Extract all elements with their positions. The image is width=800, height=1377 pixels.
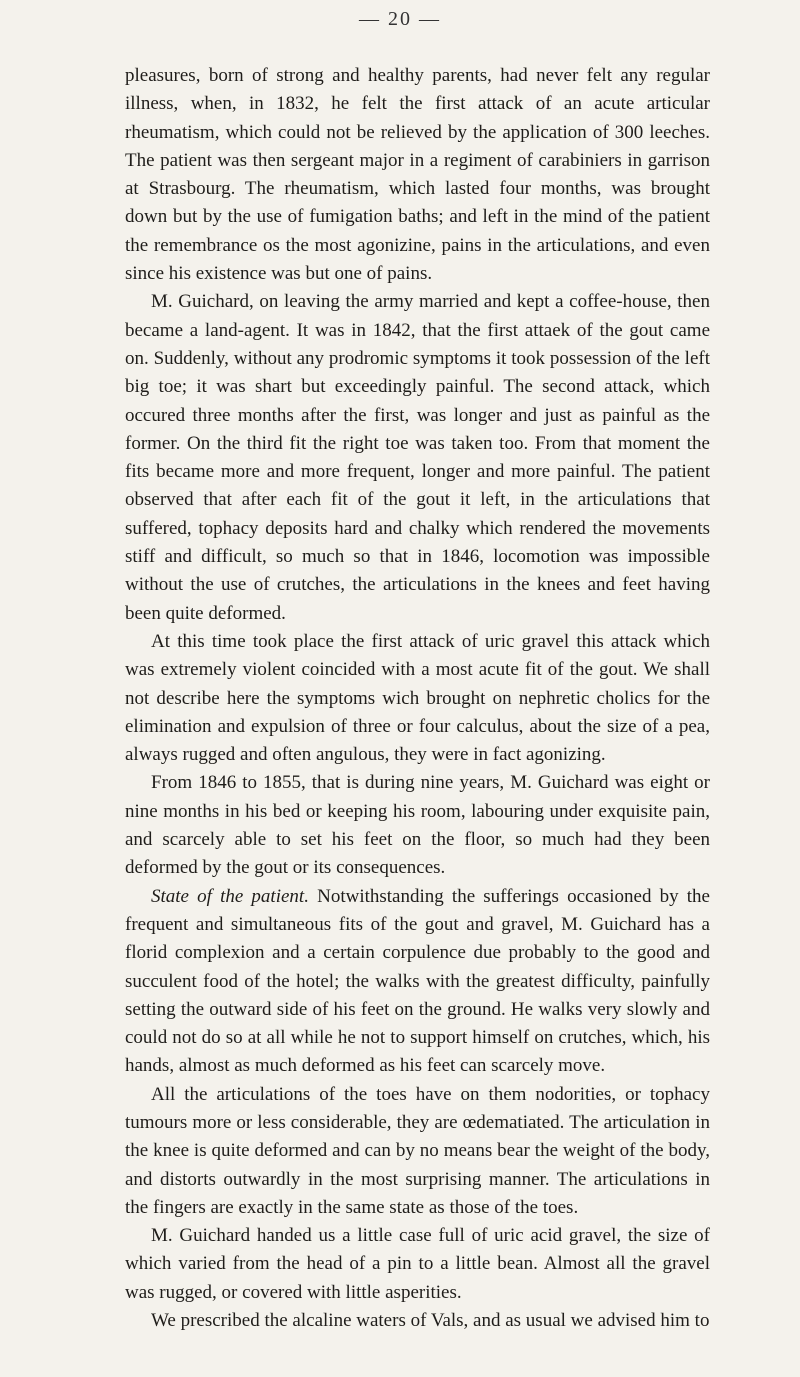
paragraph-8: We prescribed the alcaline waters of Vals, and as usual we advised him to <box>151 1310 710 1332</box>
paragraph-1: pleasures, born of strong and healthy parents, had never felt any regular illness, when, in 1832, he felt the first attack of an acute articular rheumatism, which could not be relieved by the application of 300 leeches. The patient was then sergeant major in a regiment of carabiniers in garrison at Strasbourg. The rheumatism, which lasted four months, was brought down but by the use of fumigation baths; and left in the mind of the patient the remembrance os the most agonizine, pains in the articulations, and even since his existence was but one of pains. <box>125 65 710 285</box>
paragraph-4: From 1846 to 1855, that is during nine years, M. Guichard was eight or nine months in his bed or keeping his room, labouring under exquisite pain, and scarcely able to set his feet on the floor, so much had they been deformed by the gout or its consequences. <box>125 772 710 879</box>
paragraph-5 <box>125 883 710 1081</box>
paragraph-2: M. Guichard, on leaving the army married and kept a coffee-house, then became a land-agent. It was in 1842, that the first attaek of the gout came on. Suddenly, without any prodromic symptoms it took possession of the left big toe; it was shart but exceedingly painful. The second attack, which occured three months after the first, was longer and just as painful as the former. On the third fit the right toe was taken too. From that moment the fits became more and more frequent, longer and more painful. The patient observed that after each fit of the gout it left, in the articulations that suffered, tophacy deposits hard and chalky which rendered the movements stiff and difficult, so much so that in 1846, locomotion was impossible without the use of crutches, the articulations in the knees and feet having been quite deformed. <box>125 291 710 624</box>
body-text <box>125 62 710 1335</box>
paragraph-5-text: Notwithstanding the sufferings occasioned by the frequent and simultaneous fits of the gout and gravel, M. Guichard has a florid complexion and a certain corpulence due probably to the good and succulent food of the hotel; the walks with the greatest difficulty, painfully setting the outward side of his feet on the ground. He walks very slowly and could not do so at all while he not to support himself on crutches, which, his hands, almost as much deformed as his feet can scarcely move. <box>125 885 710 1077</box>
section-heading-state-of-patient: State of the patient. <box>151 885 309 907</box>
paragraph-6: All the articulations of the toes have on them nodorities, or tophacy tumours more or less considerable, they are œdematiated. The articulation in the knee is quite deformed and can by no means bear the weight of the body, and distorts outwardly in the most surprising manner. The articulations in the fingers are exactly in the same state as those of the toes. <box>125 1083 710 1218</box>
paragraph-7: M. Guichard handed us a little case full of uric acid gravel, the size of which varied from the head of a pin to a little bean. Almost all the gravel was rugged, or covered with little asperities. <box>125 1225 710 1303</box>
paragraph-3: At this time took place the first attack of uric gravel this attack which was extremely violent coincided with a most acute fit of the gout. We shall not describe here the symptoms wich brought on nephretic cholics for the elimination and expulsion of three or four calculus, about the size of a pea, always rugged and often angulous, they were in fact agonizing. <box>125 630 710 766</box>
page-number: — 20 — <box>359 8 441 30</box>
